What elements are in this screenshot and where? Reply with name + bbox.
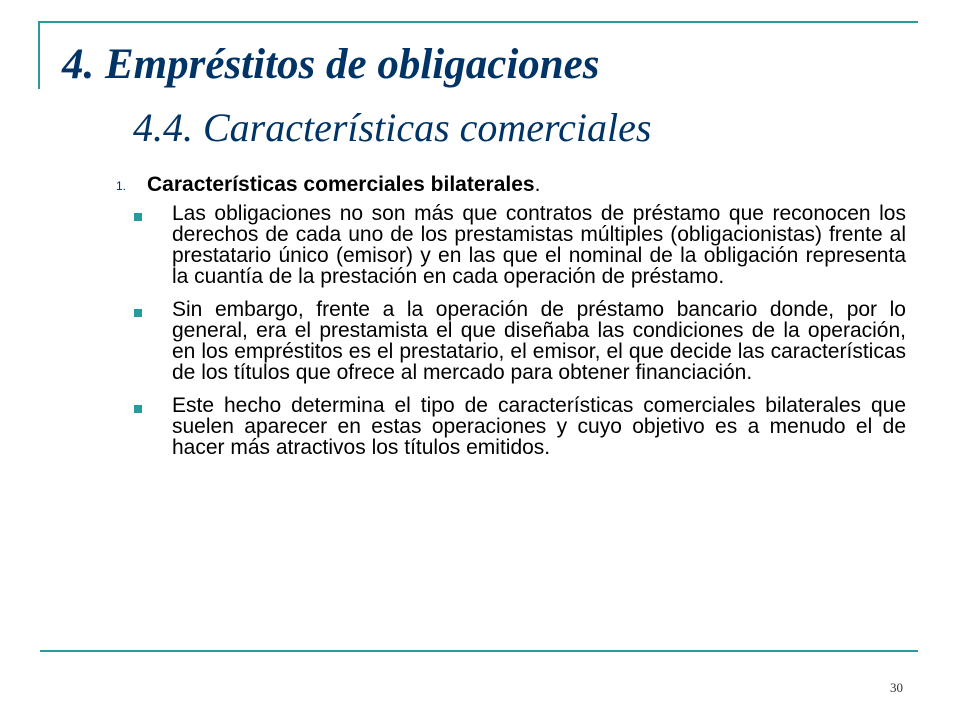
section-heading xyxy=(147,172,540,198)
frame-left-line xyxy=(38,21,40,89)
section-heading-period: . xyxy=(534,173,541,196)
section-heading-row xyxy=(116,172,816,200)
bullet-text: Sin embargo, frente a la operación de préstamo bancario donde, por lo general, era el prestamista el que diseñaba las condiciones de la operación, en los empréstitos es el prestatario, el emisor, el que decide las características de los títulos que ofrece al mercado para obtener financiación. xyxy=(172,298,906,384)
frame-bottom-line xyxy=(40,650,918,652)
frame-top-line xyxy=(40,21,918,23)
bullet-text: Este hecho determina el tipo de características comerciales bilaterales que suelen aparecer en estas operaciones y cuyo objetivo es a menudo el de hacer más atractivos los títulos emitidos. xyxy=(172,394,906,459)
bullet-item xyxy=(134,299,906,383)
page-number: 30 xyxy=(890,680,903,695)
square-bullet-icon xyxy=(134,405,142,413)
bullet-text: Las obligaciones no son más que contratos de préstamo que reconocen los derechos de cada uno de los prestamistas múltiples (obligacionistas) frente al prestatario único (emisor) y en las que el nominal de la obligación representa la cuantía de la prestación en cada operación de préstamo. xyxy=(172,202,906,288)
section-number: 1. xyxy=(116,179,127,193)
slide-subtitle: 4.4. Características comerciales xyxy=(133,105,652,150)
bullet-item xyxy=(134,203,906,287)
section-heading-text: Características comerciales bilaterales xyxy=(147,173,535,196)
bullet-list xyxy=(134,203,906,470)
bullet-item xyxy=(134,395,906,458)
square-bullet-icon xyxy=(134,309,142,317)
slide-title: 4. Empréstitos de obligaciones xyxy=(62,41,600,88)
square-bullet-icon xyxy=(134,213,142,221)
